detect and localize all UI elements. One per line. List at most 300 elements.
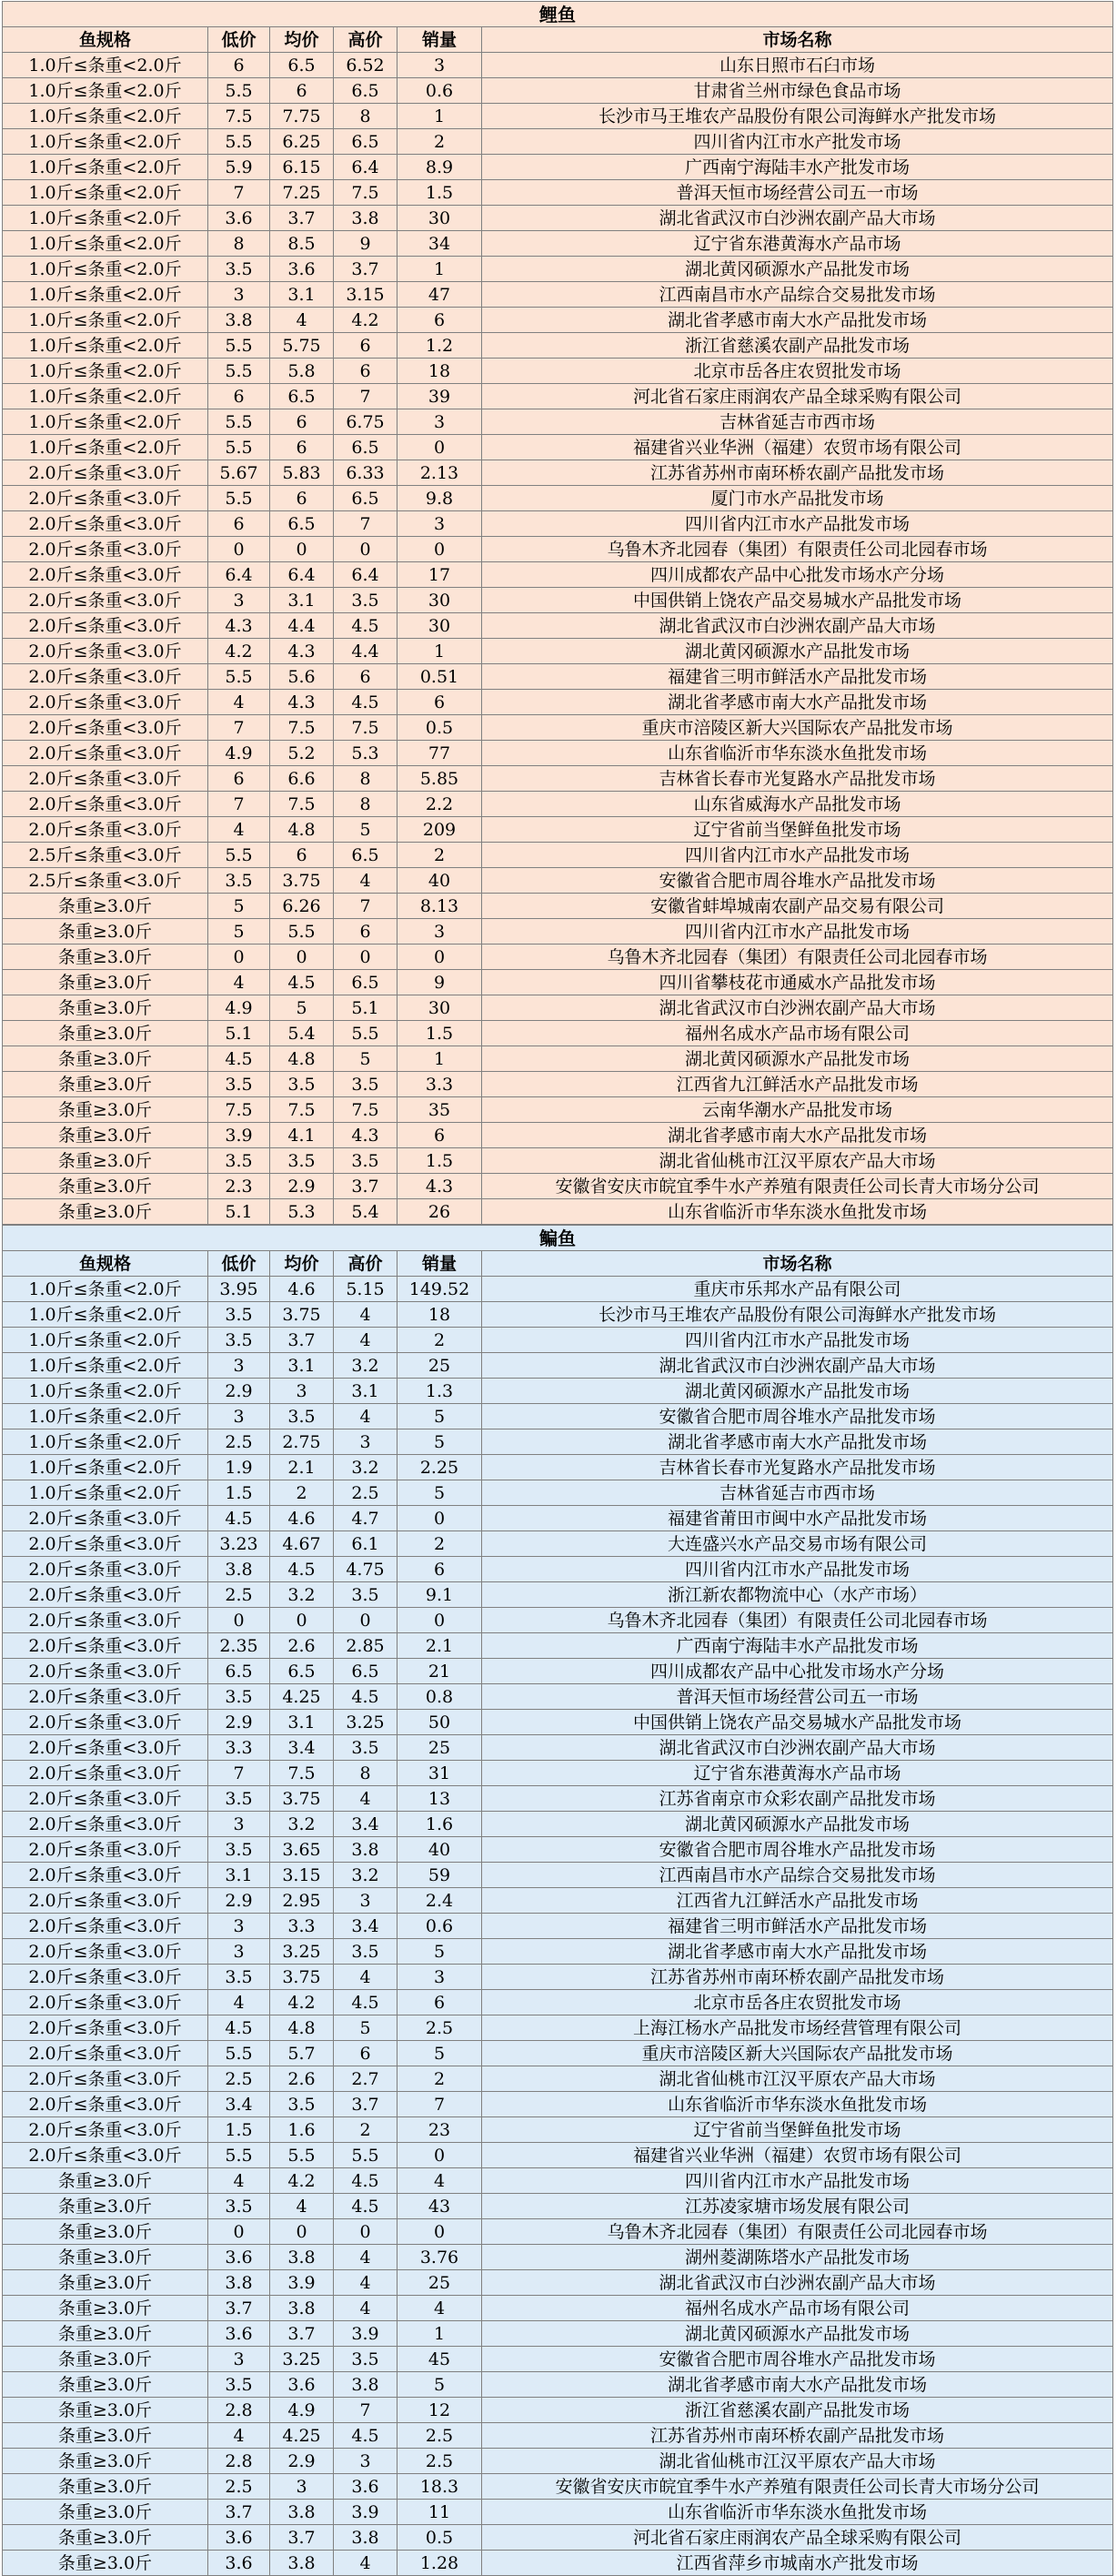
high-price-cell: 3.9 (334, 2321, 397, 2347)
high-price-cell: 4 (334, 1302, 397, 1328)
spec-cell: 2.0斤≤条重<3.0斤 (3, 1990, 208, 2015)
volume-cell: 50 (397, 1710, 482, 1735)
spec-cell: 1.0斤≤条重<2.0斤 (3, 53, 208, 78)
market-cell: 吉林省长春市光复路水产品批发市场 (482, 766, 1113, 792)
market-cell: 湖北黄冈硕源水产品批发市场 (482, 1046, 1113, 1072)
volume-cell: 25 (397, 1353, 482, 1379)
table-row (3, 1939, 1113, 1965)
low-price-cell: 2.5 (208, 2474, 270, 2500)
avg-price-cell: 4.25 (270, 1684, 334, 1710)
low-price-cell: 4.9 (208, 995, 270, 1021)
avg-price-header: 均价 (270, 27, 334, 53)
table-row (3, 1046, 1113, 1072)
table-row (3, 511, 1113, 537)
spec-cell: 2.0斤≤条重<3.0斤 (3, 562, 208, 588)
volume-cell: 47 (397, 282, 482, 308)
volume-cell: 18 (397, 359, 482, 384)
table-row (3, 2270, 1113, 2296)
avg-price-cell: 6.26 (270, 894, 334, 919)
avg-price-cell: 8.5 (270, 231, 334, 257)
volume-cell: 6 (397, 1123, 482, 1148)
avg-price-cell: 3.1 (270, 588, 334, 613)
low-price-cell: 3.3 (208, 1735, 270, 1761)
avg-price-cell: 6 (270, 409, 334, 435)
market-cell: 重庆市乐邦水产品有限公司 (482, 1277, 1113, 1302)
avg-price-cell: 4.3 (270, 639, 334, 664)
avg-price-cell: 3.1 (270, 1353, 334, 1379)
volume-cell: 1.3 (397, 1379, 482, 1404)
spec-cell: 1.0斤≤条重<2.0斤 (3, 129, 208, 155)
high-price-cell: 4.3 (334, 1123, 397, 1148)
avg-price-cell: 3.75 (270, 1965, 334, 1990)
avg-price-cell: 4.8 (270, 1046, 334, 1072)
table-row (3, 1812, 1113, 1837)
low-price-cell: 3.7 (208, 2296, 270, 2321)
high-price-cell: 4 (334, 1404, 397, 1429)
market-cell: 浙江省慈溪农副产品批发市场 (482, 333, 1113, 359)
low-price-cell: 4.9 (208, 741, 270, 766)
avg-price-cell: 3.5 (270, 1072, 334, 1097)
market-cell: 湖北省武汉市白沙洲农副产品大市场 (482, 206, 1113, 231)
high-price-cell: 3 (334, 2449, 397, 2474)
market-cell: 乌鲁木齐北园春（集团）有限责任公司北园春市场 (482, 1608, 1113, 1633)
market-cell: 乌鲁木齐北园春（集团）有限责任公司北园春市场 (482, 2219, 1113, 2245)
volume-cell: 23 (397, 2117, 482, 2143)
section-title: 鳊鱼 (3, 1226, 1113, 1251)
table-row (3, 715, 1113, 741)
table-row (3, 2296, 1113, 2321)
avg-price-cell: 3.5 (270, 2092, 334, 2117)
high-price-cell: 6 (334, 359, 397, 384)
high-price-cell: 4 (334, 2270, 397, 2296)
high-price-cell: 9 (334, 231, 397, 257)
table-row (3, 1506, 1113, 1531)
market-cell: 安徽省合肥市周谷堆水产品批发市场 (482, 2347, 1113, 2372)
table-row (3, 2143, 1113, 2168)
avg-price-cell: 6.6 (270, 766, 334, 792)
market-cell: 浙江新农都物流中心（水产市场） (482, 1582, 1113, 1608)
low-price-cell: 3.5 (208, 1302, 270, 1328)
spec-cell: 2.0斤≤条重<3.0斤 (3, 1812, 208, 1837)
avg-price-cell: 7.25 (270, 180, 334, 206)
high-price-cell: 3.1 (334, 1379, 397, 1404)
market-cell: 山东省临沂市华东淡水鱼批发市场 (482, 2500, 1113, 2525)
spec-cell: 条重≥3.0斤 (3, 2296, 208, 2321)
volume-cell: 21 (397, 1659, 482, 1684)
market-cell: 湖北省仙桃市江汉平原农产品大市场 (482, 2449, 1113, 2474)
volume-cell: 0.51 (397, 664, 482, 690)
market-cell: 广西南宁海陆丰水产品批发市场 (482, 1633, 1113, 1659)
low-price-cell: 3.6 (208, 2321, 270, 2347)
avg-price-cell: 3.7 (270, 206, 334, 231)
volume-cell: 5 (397, 1429, 482, 1455)
spec-cell: 条重≥3.0斤 (3, 945, 208, 970)
avg-price-cell: 4 (270, 2194, 334, 2219)
avg-price-cell: 2.9 (270, 1174, 334, 1199)
volume-cell: 11 (397, 2500, 482, 2525)
high-price-cell: 6.5 (334, 486, 397, 511)
high-price-cell: 3.5 (334, 1735, 397, 1761)
spec-cell: 1.0斤≤条重<2.0斤 (3, 1328, 208, 1353)
low-price-cell: 3.5 (208, 1148, 270, 1174)
high-price-cell: 3.5 (334, 588, 397, 613)
volume-cell: 35 (397, 1097, 482, 1123)
market-cell: 四川省攀枝花市通威水产品批发市场 (482, 970, 1113, 995)
high-price-cell: 0 (334, 945, 397, 970)
avg-price-cell: 3.1 (270, 1710, 334, 1735)
spec-cell: 1.0斤≤条重<2.0斤 (3, 1302, 208, 1328)
low-price-cell: 5.9 (208, 155, 270, 180)
volume-cell: 5 (397, 2041, 482, 2066)
low-price-cell: 2.9 (208, 1888, 270, 1914)
avg-price-cell: 6.5 (270, 384, 334, 409)
table-row (3, 1328, 1113, 1353)
spec-cell: 2.0斤≤条重<3.0斤 (3, 2041, 208, 2066)
volume-cell: 3.76 (397, 2245, 482, 2270)
low-price-cell: 5.5 (208, 435, 270, 460)
market-cell: 湖北省武汉市白沙洲农副产品大市场 (482, 613, 1113, 639)
table-row (3, 792, 1113, 817)
market-cell: 四川省内江市水产批发市场 (482, 129, 1113, 155)
low-price-cell: 3.5 (208, 1328, 270, 1353)
market-cell: 吉林省长春市光复路水产品批发市场 (482, 1455, 1113, 1480)
avg-price-cell: 5.5 (270, 919, 334, 945)
high-price-cell: 5.15 (334, 1277, 397, 1302)
avg-price-cell: 3.75 (270, 1302, 334, 1328)
table-row (3, 2066, 1113, 2092)
low-price-cell: 1.9 (208, 1455, 270, 1480)
avg-price-cell: 5.4 (270, 1021, 334, 1046)
volume-cell: 3 (397, 919, 482, 945)
high-price-cell: 4.5 (334, 1990, 397, 2015)
high-price-cell: 5.3 (334, 741, 397, 766)
low-price-cell: 4 (208, 2168, 270, 2194)
volume-cell: 12 (397, 2398, 482, 2423)
low-price-cell: 4 (208, 1990, 270, 2015)
spec-cell: 条重≥3.0斤 (3, 1199, 208, 1225)
high-price-cell: 7 (334, 894, 397, 919)
market-cell: 福建省兴业华洲（福建）农贸市场有限公司 (482, 2143, 1113, 2168)
volume-cell: 25 (397, 2270, 482, 2296)
volume-cell: 17 (397, 562, 482, 588)
spec-cell: 条重≥3.0斤 (3, 2219, 208, 2245)
market-cell: 福建省三明市鲜活水产品批发市场 (482, 664, 1113, 690)
market-cell: 山东省临沂市华东淡水鱼批发市场 (482, 1199, 1113, 1225)
avg-price-cell: 5.6 (270, 664, 334, 690)
spec-cell: 条重≥3.0斤 (3, 2449, 208, 2474)
spec-cell: 2.0斤≤条重<3.0斤 (3, 613, 208, 639)
low-price-cell: 3 (208, 1353, 270, 1379)
high-price-cell: 6.4 (334, 155, 397, 180)
table-row (3, 1633, 1113, 1659)
volume-cell: 209 (397, 817, 482, 843)
spec-cell: 2.0斤≤条重<3.0斤 (3, 1888, 208, 1914)
high-price-cell: 3.6 (334, 2474, 397, 2500)
high-price-cell: 3 (334, 1888, 397, 1914)
high-price-cell: 4.4 (334, 639, 397, 664)
low-price-cell: 7 (208, 715, 270, 741)
high-price-cell: 0 (334, 1608, 397, 1633)
volume-cell: 0 (397, 1608, 482, 1633)
low-price-cell: 5.67 (208, 460, 270, 486)
high-price-cell: 5 (334, 817, 397, 843)
market-cell: 福建省兴业华洲（福建）农贸市场有限公司 (482, 435, 1113, 460)
high-price-cell: 6.5 (334, 435, 397, 460)
high-price-cell: 4 (334, 1786, 397, 1812)
avg-price-cell: 2.75 (270, 1429, 334, 1455)
volume-cell: 2 (397, 2066, 482, 2092)
high-price-cell: 6.5 (334, 78, 397, 104)
low-price-cell: 5.5 (208, 129, 270, 155)
market-cell: 山东省临沂市华东淡水鱼批发市场 (482, 741, 1113, 766)
market-cell: 湖北省武汉市白沙洲农副产品大市场 (482, 1735, 1113, 1761)
low-price-cell: 5.5 (208, 2143, 270, 2168)
market-cell: 广西南宁海陆丰水产批发市场 (482, 155, 1113, 180)
avg-price-cell: 2.95 (270, 1888, 334, 1914)
low-price-cell: 4.5 (208, 1506, 270, 1531)
market-cell: 长沙市马王堆农产品股份有限公司海鲜水产批发市场 (482, 104, 1113, 129)
volume-cell: 59 (397, 1863, 482, 1888)
volume-cell: 8.9 (397, 155, 482, 180)
avg-price-cell: 3.15 (270, 1863, 334, 1888)
spec-cell: 2.0斤≤条重<3.0斤 (3, 664, 208, 690)
high-price-cell: 4.75 (334, 1557, 397, 1582)
volume-cell: 45 (397, 2347, 482, 2372)
market-cell: 山东省临沂市华东淡水鱼批发市场 (482, 2092, 1113, 2117)
table-row (3, 639, 1113, 664)
table-row (3, 613, 1113, 639)
low-price-cell: 3.6 (208, 206, 270, 231)
high-price-cell: 7.5 (334, 715, 397, 741)
spec-cell: 条重≥3.0斤 (3, 919, 208, 945)
volume-cell: 2.4 (397, 1888, 482, 1914)
market-cell: 湖北省武汉市白沙洲农副产品大市场 (482, 1353, 1113, 1379)
avg-price-cell: 2 (270, 1480, 334, 1506)
market-cell: 湖北省孝感市南大水产品批发市场 (482, 690, 1113, 715)
market-cell: 吉林省延吉市西市场 (482, 409, 1113, 435)
volume-header: 销量 (397, 1251, 482, 1277)
low-price-cell: 4.2 (208, 639, 270, 664)
volume-cell: 8.13 (397, 894, 482, 919)
high-price-cell: 4.2 (334, 308, 397, 333)
table-row (3, 2168, 1113, 2194)
avg-price-cell: 3.4 (270, 1735, 334, 1761)
spec-cell: 2.0斤≤条重<3.0斤 (3, 1939, 208, 1965)
low-price-cell: 5 (208, 919, 270, 945)
market-cell: 四川省内江市水产品批发市场 (482, 843, 1113, 868)
low-price-cell: 3.6 (208, 2551, 270, 2576)
table-row (3, 2449, 1113, 2474)
avg-price-cell: 4.8 (270, 817, 334, 843)
spec-cell: 2.0斤≤条重<3.0斤 (3, 766, 208, 792)
avg-price-header: 均价 (270, 1251, 334, 1277)
volume-cell: 13 (397, 1786, 482, 1812)
spec-cell: 2.0斤≤条重<3.0斤 (3, 1557, 208, 1582)
avg-price-cell: 7.5 (270, 1761, 334, 1786)
spec-cell: 2.5斤≤条重<3.0斤 (3, 843, 208, 868)
high-price-cell: 4 (334, 1328, 397, 1353)
volume-cell: 2.1 (397, 1633, 482, 1659)
spec-cell: 条重≥3.0斤 (3, 1072, 208, 1097)
volume-cell: 43 (397, 2194, 482, 2219)
volume-cell: 2 (397, 843, 482, 868)
volume-cell: 2 (397, 1328, 482, 1353)
low-price-cell: 3.4 (208, 2092, 270, 2117)
volume-cell: 5 (397, 1939, 482, 1965)
column-header-row (3, 27, 1113, 53)
low-price-cell: 5 (208, 894, 270, 919)
volume-cell: 77 (397, 741, 482, 766)
low-price-cell: 7 (208, 792, 270, 817)
high-price-cell: 6.52 (334, 53, 397, 78)
high-price-cell: 3.4 (334, 1812, 397, 1837)
spec-cell: 2.0斤≤条重<3.0斤 (3, 588, 208, 613)
spec-cell: 2.0斤≤条重<3.0斤 (3, 690, 208, 715)
volume-cell: 1.5 (397, 1021, 482, 1046)
low-price-cell: 5.5 (208, 664, 270, 690)
avg-price-cell: 3.5 (270, 1404, 334, 1429)
market-cell: 湖北省孝感市南大水产品批发市场 (482, 1123, 1113, 1148)
table-row (3, 460, 1113, 486)
market-cell: 辽宁省东港黄海水产品市场 (482, 1761, 1113, 1786)
spec-cell: 1.0斤≤条重<2.0斤 (3, 1455, 208, 1480)
table-row (3, 1684, 1113, 1710)
avg-price-cell: 5 (270, 995, 334, 1021)
low-price-cell: 3 (208, 588, 270, 613)
high-price-cell: 8 (334, 1761, 397, 1786)
market-cell: 江苏凌家塘市场发展有限公司 (482, 2194, 1113, 2219)
table-row (3, 588, 1113, 613)
table-row (3, 1021, 1113, 1046)
volume-cell: 1.2 (397, 333, 482, 359)
market-cell: 湖北黄冈硕源水产品批发市场 (482, 257, 1113, 282)
avg-price-cell: 6.5 (270, 1659, 334, 1684)
volume-cell: 26 (397, 1199, 482, 1225)
spec-cell: 条重≥3.0斤 (3, 2245, 208, 2270)
high-price-header: 高价 (334, 1251, 397, 1277)
avg-price-cell: 3.2 (270, 1582, 334, 1608)
high-price-cell: 3.5 (334, 1072, 397, 1097)
high-price-cell: 7 (334, 384, 397, 409)
low-price-cell: 4 (208, 817, 270, 843)
avg-price-cell: 4.2 (270, 1990, 334, 2015)
avg-price-cell: 3.25 (270, 1939, 334, 1965)
avg-price-cell: 7.5 (270, 1097, 334, 1123)
spec-cell: 条重≥3.0斤 (3, 2347, 208, 2372)
market-cell: 普洱天恒市场经营公司五一市场 (482, 180, 1113, 206)
spec-cell: 1.0斤≤条重<2.0斤 (3, 384, 208, 409)
low-price-cell: 6.5 (208, 1659, 270, 1684)
table-row (3, 104, 1113, 129)
volume-cell: 2.25 (397, 1455, 482, 1480)
high-price-cell: 3.8 (334, 2525, 397, 2551)
low-price-header: 低价 (208, 1251, 270, 1277)
high-price-cell: 8 (334, 792, 397, 817)
table-row (3, 1097, 1113, 1123)
table-row (3, 1429, 1113, 1455)
volume-cell: 0 (397, 537, 482, 562)
carp-price-table (2, 1, 1113, 1225)
market-cell: 河北省石家庄雨润农产品全球采购有限公司 (482, 384, 1113, 409)
market-cell: 普洱天恒市场经营公司五一市场 (482, 1684, 1113, 1710)
spec-cell: 条重≥3.0斤 (3, 1097, 208, 1123)
table-row (3, 970, 1113, 995)
avg-price-cell: 5.8 (270, 359, 334, 384)
low-price-cell: 2.5 (208, 1582, 270, 1608)
avg-price-cell: 0 (270, 2219, 334, 2245)
spec-cell: 1.0斤≤条重<2.0斤 (3, 104, 208, 129)
market-cell: 湖北省孝感市南大水产品批发市场 (482, 1429, 1113, 1455)
high-price-cell: 3.8 (334, 1837, 397, 1863)
table-row (3, 690, 1113, 715)
spec-cell: 2.0斤≤条重<3.0斤 (3, 1837, 208, 1863)
avg-price-cell: 3.7 (270, 1328, 334, 1353)
avg-price-cell: 4.9 (270, 2398, 334, 2423)
volume-cell: 7 (397, 2092, 482, 2117)
avg-price-cell: 3.8 (270, 2500, 334, 2525)
spec-cell: 2.0斤≤条重<3.0斤 (3, 1914, 208, 1939)
low-price-cell: 3.1 (208, 1863, 270, 1888)
avg-price-cell: 3.75 (270, 1786, 334, 1812)
low-price-cell: 0 (208, 1608, 270, 1633)
volume-cell: 0 (397, 2143, 482, 2168)
spec-cell: 1.0斤≤条重<2.0斤 (3, 308, 208, 333)
high-price-cell: 2.85 (334, 1633, 397, 1659)
spec-cell: 条重≥3.0斤 (3, 2474, 208, 2500)
spec-cell: 2.0斤≤条重<3.0斤 (3, 537, 208, 562)
spec-cell: 条重≥3.0斤 (3, 1123, 208, 1148)
spec-cell: 2.5斤≤条重<3.0斤 (3, 868, 208, 894)
high-price-cell: 8 (334, 766, 397, 792)
volume-cell: 25 (397, 1735, 482, 1761)
spec-cell: 条重≥3.0斤 (3, 1174, 208, 1199)
table-row (3, 1914, 1113, 1939)
market-cell: 四川省内江市水产品批发市场 (482, 1328, 1113, 1353)
spec-cell: 1.0斤≤条重<2.0斤 (3, 409, 208, 435)
low-price-header: 低价 (208, 27, 270, 53)
high-price-cell: 4 (334, 2245, 397, 2270)
spec-cell: 条重≥3.0斤 (3, 1021, 208, 1046)
volume-cell: 1 (397, 257, 482, 282)
market-cell: 福州名成水产品市场有限公司 (482, 1021, 1113, 1046)
market-cell: 安徽省合肥市周谷堆水产品批发市场 (482, 1837, 1113, 1863)
spec-cell: 条重≥3.0斤 (3, 1046, 208, 1072)
high-price-cell: 3.7 (334, 2092, 397, 2117)
avg-price-cell: 3.9 (270, 2270, 334, 2296)
avg-price-cell: 4 (270, 308, 334, 333)
spec-cell: 1.0斤≤条重<2.0斤 (3, 1353, 208, 1379)
high-price-cell: 6.1 (334, 1531, 397, 1557)
spec-cell: 2.0斤≤条重<3.0斤 (3, 817, 208, 843)
market-cell: 四川省内江市水产品批发市场 (482, 1557, 1113, 1582)
table-row (3, 333, 1113, 359)
spec-cell: 1.0斤≤条重<2.0斤 (3, 1480, 208, 1506)
spec-cell: 条重≥3.0斤 (3, 2168, 208, 2194)
low-price-cell: 4.5 (208, 1046, 270, 1072)
volume-cell: 2.5 (397, 2449, 482, 2474)
market-cell: 安徽省合肥市周谷堆水产品批发市场 (482, 868, 1113, 894)
volume-cell: 30 (397, 206, 482, 231)
volume-cell: 30 (397, 613, 482, 639)
avg-price-cell: 2.9 (270, 2449, 334, 2474)
low-price-cell: 6 (208, 53, 270, 78)
avg-price-cell: 3.8 (270, 2296, 334, 2321)
volume-cell: 1 (397, 1046, 482, 1072)
market-cell: 福建省三明市鲜活水产品批发市场 (482, 1914, 1113, 1939)
spec-cell: 条重≥3.0斤 (3, 2423, 208, 2449)
spec-cell: 条重≥3.0斤 (3, 2398, 208, 2423)
high-price-cell: 5.1 (334, 995, 397, 1021)
